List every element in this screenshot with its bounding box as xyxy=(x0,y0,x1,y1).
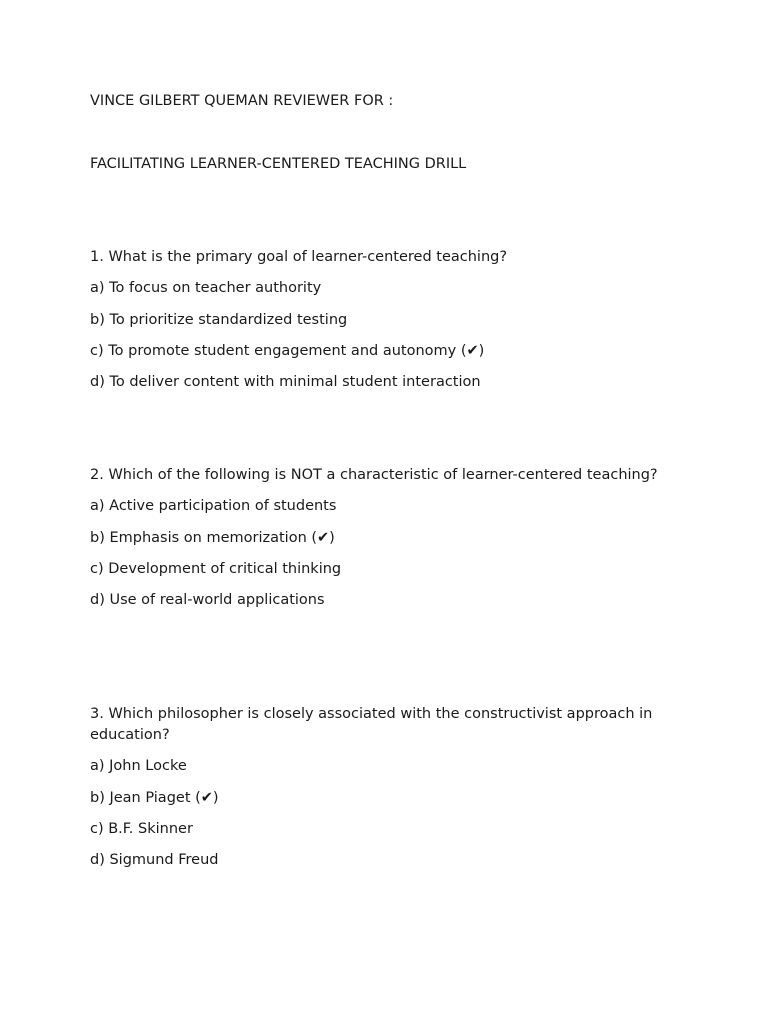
option-a: a) Active participation of students xyxy=(90,498,337,515)
option-c: c) B.F. Skinner xyxy=(90,820,193,837)
option-d: d) Sigmund Freud xyxy=(90,852,219,869)
option-c: c) Development of critical thinking xyxy=(90,560,342,577)
option-d: d) Use of real-world applications xyxy=(90,592,325,609)
document-title: VINCE GILBERT QUEMAN REVIEWER FOR : xyxy=(90,93,394,109)
question-1 xyxy=(90,247,690,393)
question-text: 2. Which of the following is NOT a characteristic of learner-centered teaching? xyxy=(90,467,658,483)
option-d: d) To deliver content with minimal student interaction xyxy=(90,374,481,391)
question-text: 1. What is the primary goal of learner-centered teaching? xyxy=(90,249,508,265)
question-2 xyxy=(90,465,690,611)
option-list xyxy=(90,496,690,611)
question-text: 3. Which philosopher is closely associated with the constructivist approach in education? xyxy=(90,706,653,743)
option-list xyxy=(90,756,690,871)
option-b: b) To prioritize standardized testing xyxy=(90,311,348,328)
option-a: a) John Locke xyxy=(90,758,187,775)
option-c: c) To promote student engagement and autonomy (✔) xyxy=(90,342,485,359)
question-3 xyxy=(90,704,690,871)
option-b: b) Emphasis on memorization (✔) xyxy=(90,529,335,546)
document-subtitle: FACILITATING LEARNER-CENTERED TEACHING DRILL xyxy=(90,156,467,172)
option-list xyxy=(90,278,690,393)
option-b: b) Jean Piaget (✔) xyxy=(90,789,219,806)
option-a: a) To focus on teacher authority xyxy=(90,280,322,297)
